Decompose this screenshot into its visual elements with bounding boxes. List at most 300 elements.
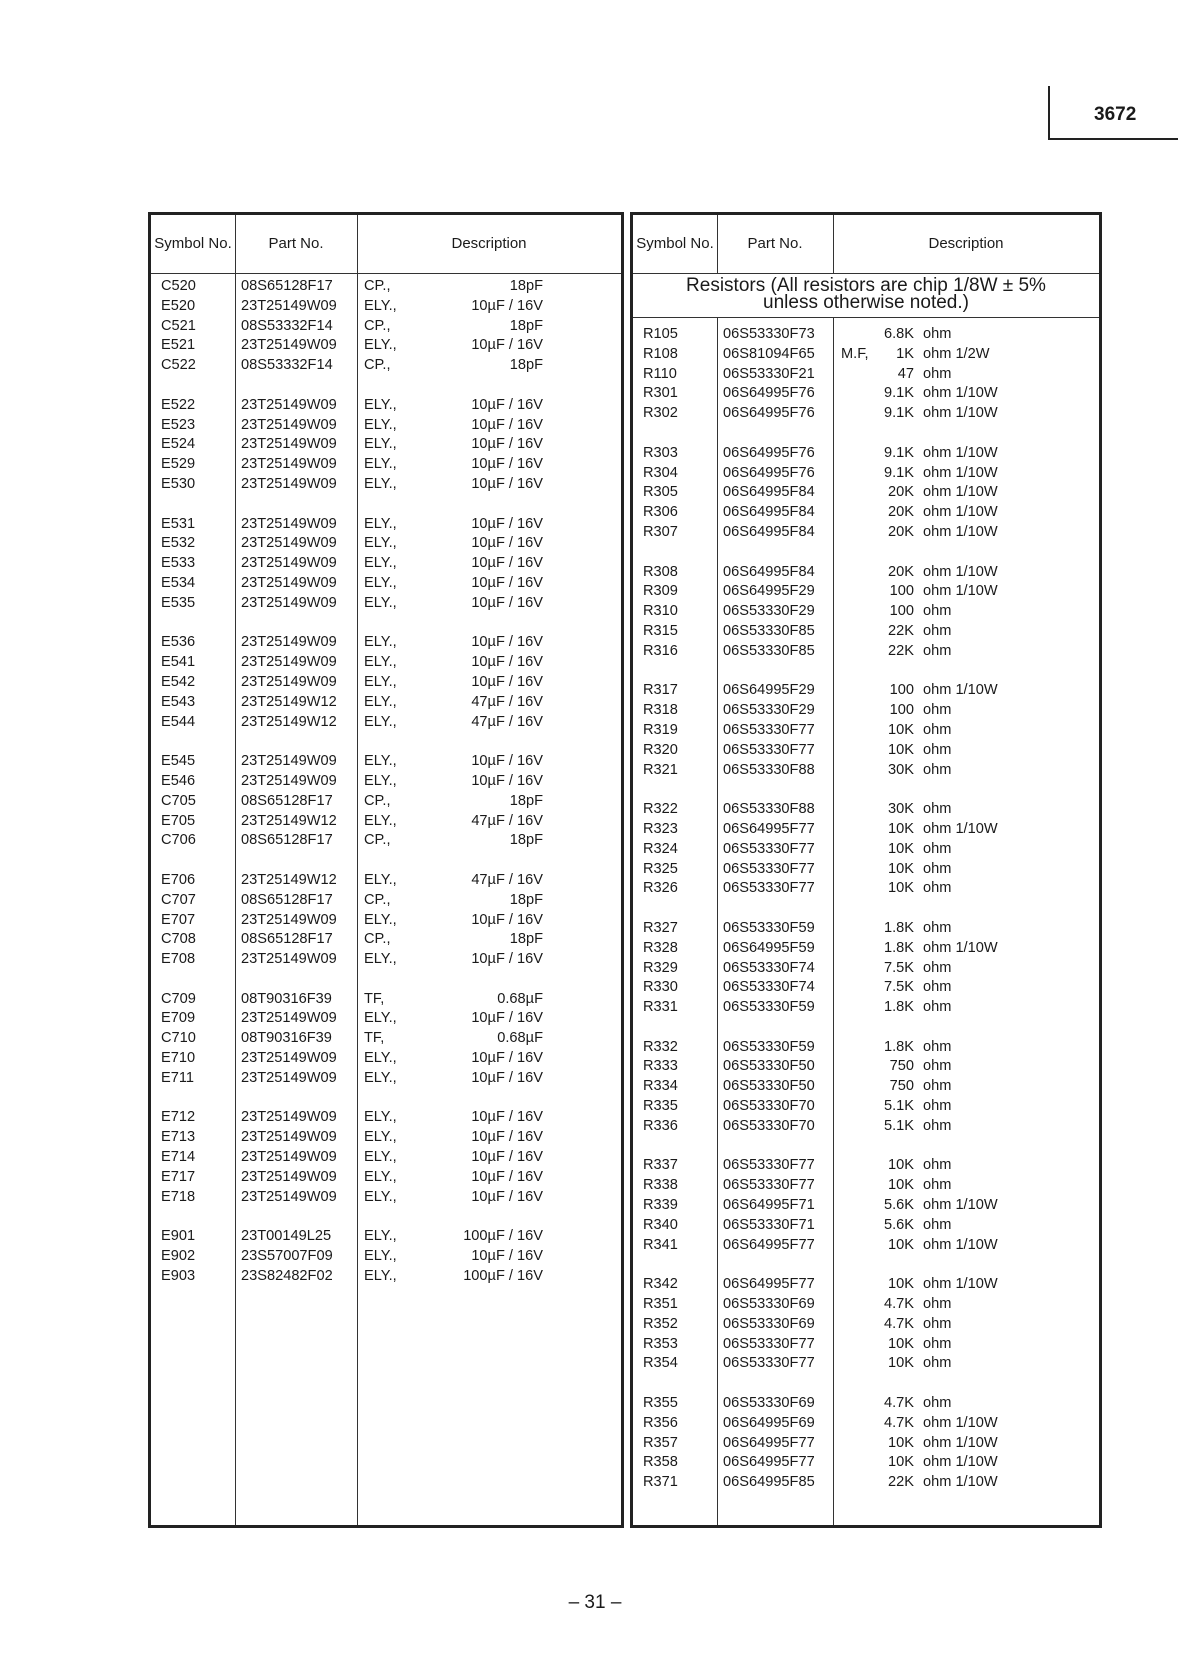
component-type: TF,: [364, 1030, 385, 1047]
table-row: [633, 622, 1099, 642]
part-no: 06S53330F77: [723, 860, 815, 877]
resistance-unit: ohm: [923, 1395, 952, 1412]
component-type: ELY.,: [364, 1109, 397, 1126]
resistance-unit: ohm: [923, 880, 952, 897]
resistance-value: 10K: [888, 1454, 914, 1471]
symbol-no: R334: [643, 1078, 678, 1095]
part-no: 06S64995F77: [723, 820, 815, 837]
component-type: ELY.,: [364, 574, 397, 591]
part-no: 08T90316F39: [241, 990, 332, 1007]
component-value: 18pF: [509, 792, 543, 809]
part-no: 23T25149W09: [241, 911, 337, 928]
resistance-value: 1.8K: [883, 919, 914, 936]
part-no: 06S53330F77: [723, 1157, 815, 1174]
table-row: [151, 1108, 621, 1128]
symbol-no: E541: [161, 654, 196, 671]
resistance-unit: ohm: [923, 761, 952, 778]
table-row: [151, 693, 621, 713]
resistance-value: 4.7K: [883, 1395, 914, 1412]
symbol-no: C708: [161, 931, 196, 948]
resistance-value: 22K: [888, 642, 914, 659]
header-symbol-no: Symbol No.: [154, 235, 232, 252]
component-value: 18pF: [509, 317, 543, 334]
part-no: 08S53332F14: [241, 317, 333, 334]
component-value: 10µF / 16V: [471, 456, 543, 473]
part-no: 23T25149W09: [241, 772, 337, 789]
component-type: ELY.,: [364, 555, 397, 572]
spacer-row: [633, 662, 1099, 682]
spacer-row: [633, 1018, 1099, 1038]
part-no: 06S53330F70: [723, 1117, 815, 1134]
component-value: 18pF: [509, 931, 543, 948]
component-type: TF,: [364, 990, 385, 1007]
part-no: 06S64995F76: [723, 464, 815, 481]
part-no: 23T25149W09: [241, 337, 337, 354]
symbol-no: R357: [643, 1434, 678, 1451]
table-row: [633, 1453, 1099, 1473]
resistance-unit: ohm 1/10W: [923, 523, 998, 540]
component-type: ELY.,: [364, 812, 397, 829]
symbol-no: R339: [643, 1197, 678, 1214]
component-type: ELY.,: [364, 1069, 397, 1086]
symbol-no: E718: [161, 1188, 196, 1205]
symbol-no: E522: [161, 396, 196, 413]
part-no: 06S64995F84: [723, 504, 815, 521]
resistance-unit: ohm 1/10W: [923, 464, 998, 481]
part-no: 06S64995F71: [723, 1197, 815, 1214]
symbol-no: E544: [161, 713, 196, 730]
symbol-no: E521: [161, 337, 196, 354]
table-row: [633, 1038, 1099, 1058]
resistor-note-line1: Resistors (All resistors are chip 1/8W ± 5%: [686, 275, 1046, 296]
component-type: ELY.,: [364, 673, 397, 690]
component-type: ELY.,: [364, 1010, 397, 1027]
symbol-no: C521: [161, 317, 196, 334]
component-type: ELY.,: [364, 1248, 397, 1265]
component-type: CP.,: [364, 317, 391, 334]
component-value: 10µF / 16V: [471, 911, 543, 928]
table-row: [633, 642, 1099, 662]
resistance-value: 10K: [888, 1335, 914, 1352]
resistance-unit: ohm: [923, 999, 952, 1016]
resistance-value: 5.6K: [883, 1197, 914, 1214]
resistance-unit: ohm 1/10W: [923, 682, 998, 699]
table-row: [633, 404, 1099, 424]
resistance-value: 750: [889, 1078, 914, 1095]
symbol-no: R356: [643, 1414, 678, 1431]
table-row: [633, 582, 1099, 602]
table-row: [633, 1354, 1099, 1374]
part-no: 06S64995F84: [723, 523, 815, 540]
symbol-no: E529: [161, 456, 196, 473]
resistance-unit: ohm 1/10W: [923, 583, 998, 600]
component-type: ELY.,: [364, 297, 397, 314]
table-row: [633, 384, 1099, 404]
resistance-unit: ohm: [923, 840, 952, 857]
part-no: 06S64995F69: [723, 1414, 815, 1431]
part-no: 08S65128F17: [241, 891, 333, 908]
symbol-no: R315: [643, 622, 678, 639]
component-type: CP.,: [364, 278, 391, 294]
symbol-no: E542: [161, 673, 196, 690]
table-row: [633, 1077, 1099, 1097]
part-no: 06S64995F76: [723, 444, 815, 461]
symbol-no: C710: [161, 1030, 196, 1047]
resistance-value: 30K: [888, 761, 914, 778]
symbol-no: E705: [161, 812, 196, 829]
part-no: 23S82482F02: [241, 1267, 333, 1284]
resistance-unit: ohm: [923, 1098, 952, 1115]
symbol-no: E717: [161, 1168, 196, 1185]
part-no: 23T25149W09: [241, 1010, 337, 1027]
part-no: 23T25149W09: [241, 416, 337, 433]
table-row: [633, 1275, 1099, 1295]
resistance-unit: ohm 1/10W: [923, 1276, 998, 1293]
table-row: [633, 879, 1099, 899]
component-type: ELY.,: [364, 1267, 397, 1284]
part-no: 06S53330F77: [723, 721, 815, 738]
symbol-no: E545: [161, 753, 196, 770]
symbol-no: R355: [643, 1395, 678, 1412]
resistor-parts-table: [630, 212, 1102, 1528]
table-row: [151, 574, 621, 594]
table-row: [633, 1057, 1099, 1077]
symbol-no: E707: [161, 911, 196, 928]
part-no: 23T25149W09: [241, 297, 337, 314]
part-no: 23T25149W09: [241, 555, 337, 572]
resistance-value: 10K: [888, 1434, 914, 1451]
resistor-rows: [633, 325, 1099, 1493]
symbol-no: E530: [161, 475, 196, 492]
component-value: 47µF / 16V: [471, 713, 543, 730]
resistance-unit: ohm 1/10W: [923, 1236, 998, 1253]
part-no: 06S64995F77: [723, 1434, 815, 1451]
resistance-unit: ohm: [923, 1157, 952, 1174]
resistance-value: 10K: [888, 860, 914, 877]
spacer-row: [151, 732, 621, 752]
table-row: [633, 1216, 1099, 1236]
table-row: [151, 1267, 621, 1287]
header-description: Description: [928, 235, 1004, 252]
header-part-no: Part No.: [268, 235, 324, 252]
symbol-no: E546: [161, 772, 196, 789]
resistance-value: 5.1K: [883, 1117, 914, 1134]
part-no: 06S53330F77: [723, 1355, 815, 1372]
component-type: ELY.,: [364, 634, 397, 651]
table-row: [151, 475, 621, 495]
resistance-unit: ohm: [923, 1335, 952, 1352]
part-no: 06S53330F88: [723, 801, 815, 818]
part-no: 06S64995F77: [723, 1454, 815, 1471]
resistance-unit: ohm 1/10W: [923, 1474, 998, 1491]
symbol-no: R336: [643, 1117, 678, 1134]
symbol-no: R325: [643, 860, 678, 877]
symbol-no: R323: [643, 820, 678, 837]
resistance-unit: ohm: [923, 860, 952, 877]
component-value: 18pF: [509, 832, 543, 849]
component-value: 47µF / 16V: [471, 693, 543, 710]
component-value: 0.68µF: [497, 1030, 543, 1047]
resistance-value: 22K: [888, 622, 914, 639]
resistance-value: 7.5K: [883, 959, 914, 976]
component-type: ELY.,: [364, 871, 397, 888]
table-row: [633, 1117, 1099, 1137]
part-no: 06S64995F29: [723, 682, 815, 699]
symbol-no: E713: [161, 1129, 196, 1146]
component-value: 10µF / 16V: [471, 772, 543, 789]
resistance-value: 100: [889, 603, 914, 620]
symbol-no: E536: [161, 634, 196, 651]
symbol-no: R320: [643, 741, 678, 758]
component-type: ELY.,: [364, 693, 397, 710]
part-no: 06S64995F76: [723, 385, 815, 402]
component-type: ELY.,: [364, 772, 397, 789]
component-type: CP.,: [364, 891, 391, 908]
table-row: [633, 681, 1099, 701]
symbol-no: R316: [643, 642, 678, 659]
resistance-value: 4.7K: [883, 1315, 914, 1332]
table-row: [633, 721, 1099, 741]
table-row: [151, 435, 621, 455]
resistance-value: 1.8K: [883, 1038, 914, 1055]
table-row: [633, 978, 1099, 998]
symbol-no: E710: [161, 1050, 196, 1067]
table-row: [151, 653, 621, 673]
resistance-unit: ohm 1/10W: [923, 484, 998, 501]
component-value: 47µF / 16V: [471, 812, 543, 829]
part-no: 23T25149W09: [241, 594, 337, 611]
symbol-no: E534: [161, 574, 196, 591]
symbol-no: C706: [161, 832, 196, 849]
table-row: [151, 831, 621, 851]
part-no: 23T25149W09: [241, 436, 337, 453]
component-value: 10µF / 16V: [471, 416, 543, 433]
component-value: 10µF / 16V: [471, 1050, 543, 1067]
part-no: 23T25149W09: [241, 634, 337, 651]
component-value: 10µF / 16V: [471, 555, 543, 572]
spacer-row: [633, 1255, 1099, 1275]
table-row: [151, 792, 621, 812]
symbol-no: R321: [643, 761, 678, 778]
resistance-value: 10K: [888, 1177, 914, 1194]
symbol-no: E903: [161, 1267, 196, 1284]
symbol-no: C522: [161, 357, 196, 374]
resistor-note-line2: unless otherwise noted.): [763, 292, 969, 313]
table-row: [633, 741, 1099, 761]
component-type: ELY.,: [364, 1228, 397, 1245]
component-value: 10µF / 16V: [471, 1149, 543, 1166]
table-row: [633, 602, 1099, 622]
table-row: [633, 761, 1099, 781]
part-no: 06S53330F70: [723, 1098, 815, 1115]
resistance-value: 10K: [888, 1276, 914, 1293]
component-type: ELY.,: [364, 337, 397, 354]
symbol-no: C707: [161, 891, 196, 908]
resistance-unit: ohm 1/2W: [923, 345, 990, 362]
part-no: 23T25149W09: [241, 396, 337, 413]
resistance-unit: ohm: [923, 979, 952, 996]
component-type: ELY.,: [364, 654, 397, 671]
symbol-no: R324: [643, 840, 678, 857]
spacer-row: [151, 851, 621, 871]
part-no: 23T25149W09: [241, 475, 337, 492]
symbol-no: C705: [161, 792, 196, 809]
part-no: 23T25149W09: [241, 1109, 337, 1126]
part-no: 06S53330F50: [723, 1058, 815, 1075]
component-type: ELY.,: [364, 456, 397, 473]
component-value: 10µF / 16V: [471, 297, 543, 314]
resistance-value: 30K: [888, 801, 914, 818]
part-no: 23T25149W12: [241, 812, 337, 829]
part-no: 23T25149W09: [241, 951, 337, 968]
part-no: 06S53330F77: [723, 1177, 815, 1194]
symbol-no: E535: [161, 594, 196, 611]
part-no: 06S64995F76: [723, 405, 815, 422]
table-row: [633, 959, 1099, 979]
symbol-no: R354: [643, 1355, 678, 1372]
capacitor-parts-table: [148, 212, 624, 1528]
resistance-unit: ohm: [923, 702, 952, 719]
resistance-value: 1.8K: [883, 939, 914, 956]
part-no: 06S53330F85: [723, 642, 815, 659]
component-value: 10µF / 16V: [471, 515, 543, 532]
part-no: 06S53330F69: [723, 1395, 815, 1412]
symbol-no: R330: [643, 979, 678, 996]
component-type: ELY.,: [364, 396, 397, 413]
header-divider: [151, 273, 621, 274]
part-no: 08S65128F17: [241, 278, 333, 294]
header-part-no: Part No.: [747, 235, 803, 252]
symbol-no: E533: [161, 555, 196, 572]
resistance-unit: ohm: [923, 622, 952, 639]
component-value: 10µF / 16V: [471, 337, 543, 354]
resistance-value: 20K: [888, 563, 914, 580]
resistance-value: 47: [897, 365, 914, 382]
table-row: [151, 396, 621, 416]
table-row: [633, 483, 1099, 503]
resistance-unit: ohm 1/10W: [923, 504, 998, 521]
component-type: ELY.,: [364, 1129, 397, 1146]
resistance-value: 7.5K: [883, 979, 914, 996]
part-no: 06S81094F65: [723, 345, 815, 362]
resistance-unit: ohm 1/10W: [923, 939, 998, 956]
symbol-no: C520: [161, 278, 196, 294]
part-no: 08S65128F17: [241, 832, 333, 849]
component-type: CP.,: [364, 832, 391, 849]
table-row: [633, 998, 1099, 1018]
component-type: ELY.,: [364, 535, 397, 552]
table-row: [633, 1473, 1099, 1493]
resistance-value: 100: [889, 702, 914, 719]
resistance-unit: ohm 1/10W: [923, 1414, 998, 1431]
table-row: [151, 990, 621, 1010]
symbol-no: R351: [643, 1296, 678, 1313]
table-row: [151, 911, 621, 931]
component-value: 10µF / 16V: [471, 654, 543, 671]
symbol-no: E523: [161, 416, 196, 433]
part-no: 23T25149W09: [241, 1168, 337, 1185]
part-no: 06S53330F50: [723, 1078, 815, 1095]
symbol-no: R309: [643, 583, 678, 600]
part-no: 06S53330F59: [723, 999, 815, 1016]
component-value: 18pF: [509, 278, 543, 294]
resistance-unit: ohm 1/10W: [923, 1197, 998, 1214]
spacer-row: [633, 424, 1099, 444]
resistance-unit: ohm: [923, 1296, 952, 1313]
part-no: 06S64995F29: [723, 583, 815, 600]
resistance-value: 9.1K: [883, 444, 914, 461]
resistance-value: 9.1K: [883, 405, 914, 422]
resistance-value: 1.8K: [883, 999, 914, 1016]
component-value: 10µF / 16V: [471, 574, 543, 591]
component-value: 18pF: [509, 891, 543, 908]
symbol-no: E531: [161, 515, 196, 532]
symbol-no: R304: [643, 464, 678, 481]
part-no: 06S53330F77: [723, 1335, 815, 1352]
component-type: CP.,: [364, 931, 391, 948]
resistance-unit: ohm 1/10W: [923, 444, 998, 461]
component-type: ELY.,: [364, 1149, 397, 1166]
table-row: [151, 277, 621, 297]
component-value: 10µF / 16V: [471, 436, 543, 453]
spacer-row: [633, 780, 1099, 800]
table-row: [633, 1196, 1099, 1216]
part-no: 23T25149W09: [241, 1149, 337, 1166]
table-row: [151, 356, 621, 376]
resistance-value: 5.6K: [883, 1216, 914, 1233]
symbol-no: R340: [643, 1216, 678, 1233]
symbol-no: E902: [161, 1248, 196, 1265]
component-type: M.F,: [841, 345, 869, 362]
resistance-value: 1K: [896, 345, 914, 362]
table-row: [633, 840, 1099, 860]
resistance-value: 10K: [888, 1157, 914, 1174]
resistance-unit: ohm 1/10W: [923, 1454, 998, 1471]
component-type: ELY.,: [364, 753, 397, 770]
component-value: 10µF / 16V: [471, 1168, 543, 1185]
resistance-unit: ohm: [923, 1177, 952, 1194]
component-type: ELY.,: [364, 1050, 397, 1067]
symbol-no: R105: [643, 326, 678, 342]
resistance-value: 22K: [888, 1474, 914, 1491]
part-no: 06S53330F88: [723, 761, 815, 778]
table-row: [633, 1434, 1099, 1454]
symbol-no: R329: [643, 959, 678, 976]
resistance-unit: ohm: [923, 1078, 952, 1095]
table-row: [633, 1315, 1099, 1335]
table-row: [151, 713, 621, 733]
resistance-value: 9.1K: [883, 464, 914, 481]
resistance-value: 10K: [888, 1355, 914, 1372]
part-no: 06S53330F69: [723, 1296, 815, 1313]
part-no: 23T25149W12: [241, 871, 337, 888]
component-value: 10µF / 16V: [471, 1010, 543, 1027]
resistance-unit: ohm: [923, 721, 952, 738]
symbol-no: R310: [643, 603, 678, 620]
spacer-row: [633, 543, 1099, 563]
table-row: [633, 939, 1099, 959]
spacer-row: [151, 1207, 621, 1227]
resistance-unit: ohm: [923, 365, 952, 382]
symbol-no: E520: [161, 297, 196, 314]
component-value: 18pF: [509, 357, 543, 374]
part-no: 06S64995F77: [723, 1236, 815, 1253]
symbol-no: R332: [643, 1038, 678, 1055]
component-value: 10µF / 16V: [471, 951, 543, 968]
symbol-no: E709: [161, 1010, 196, 1027]
part-no: 06S53330F69: [723, 1315, 815, 1332]
part-no: 06S64995F84: [723, 484, 815, 501]
